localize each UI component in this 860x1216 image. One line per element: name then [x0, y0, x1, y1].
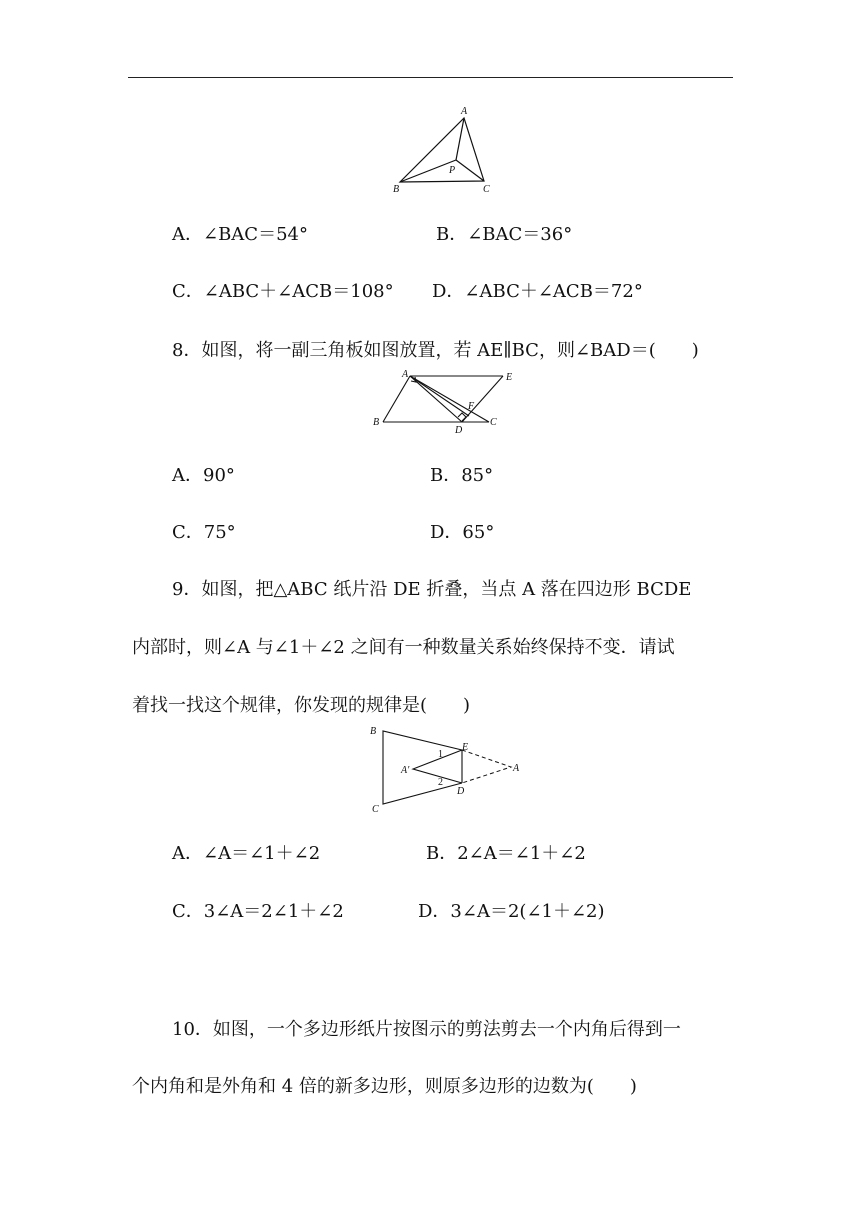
q8-label-b: B [373, 417, 380, 428]
q9-label-angle-1: 1 [438, 749, 443, 760]
q10-stem-line2: 个内角和是外角和 4 倍的新多边形，则原多边形的边数为( ) [132, 1076, 637, 1097]
q9-option-b: B．2∠A＝∠1＋∠2 [426, 843, 586, 864]
q8-option-a: A．90° [172, 465, 235, 486]
q9-label-e: E [462, 742, 469, 753]
q7-option-b: B．∠BAC＝36° [436, 224, 573, 245]
q8-option-b: B．85° [430, 465, 494, 486]
q9-option-d: D．3∠A＝2(∠1＋∠2) [418, 901, 605, 922]
q9-fold-figure [365, 724, 530, 816]
q7-option-a: A．∠BAC＝54° [172, 224, 308, 245]
q8-label-f: F [468, 401, 475, 412]
q9-label-b: B [370, 726, 377, 737]
q9-option-a: A．∠A＝∠1＋∠2 [172, 843, 321, 864]
q7-option-d: D．∠ABC＋∠ACB＝72° [432, 281, 643, 302]
q7-label-p: P [449, 165, 456, 176]
q7-label-c: C [483, 184, 490, 195]
q9-label-c: C [372, 804, 379, 815]
q8-stem: 8．如图，将一副三角板如图放置，若 AE∥BC，则∠BAD＝( ) [172, 340, 699, 361]
q9-option-c: C．3∠A＝2∠1＋∠2 [172, 901, 344, 922]
q7-label-b: B [393, 184, 400, 195]
q8-label-a: A [402, 369, 409, 380]
q8-label-c: C [490, 417, 497, 428]
q7-option-c: C．∠ABC＋∠ACB＝108° [172, 281, 394, 302]
q9-stem-line1: 9．如图，把△ABC 纸片沿 DE 折叠，当点 A 落在四边形 BCDE [172, 579, 692, 600]
header-rule [128, 77, 733, 78]
q8-set-squares-figure [370, 366, 513, 438]
q7-triangle-figure [390, 104, 500, 196]
q9-label-d: D [457, 786, 465, 797]
q9-stem-line2: 内部时，则∠A 与∠1＋∠2 之间有一种数量关系始终保持不变．请试 [132, 637, 675, 658]
q8-label-d: D [455, 425, 463, 436]
q9-stem-line3: 着找一找这个规律，你发现的规律是( ) [132, 695, 471, 716]
q9-label-a-prime: A′ [401, 765, 410, 776]
q9-label-a: A [513, 763, 520, 774]
q8-label-e: E [506, 372, 513, 383]
q8-option-d: D．65° [430, 522, 495, 543]
q7-label-a: A [461, 106, 468, 117]
q8-option-c: C．75° [172, 522, 236, 543]
q9-label-angle-2: 2 [438, 777, 443, 788]
q10-stem-line1: 10．如图，一个多边形纸片按图示的剪法剪去一个内角后得到一 [172, 1019, 681, 1040]
